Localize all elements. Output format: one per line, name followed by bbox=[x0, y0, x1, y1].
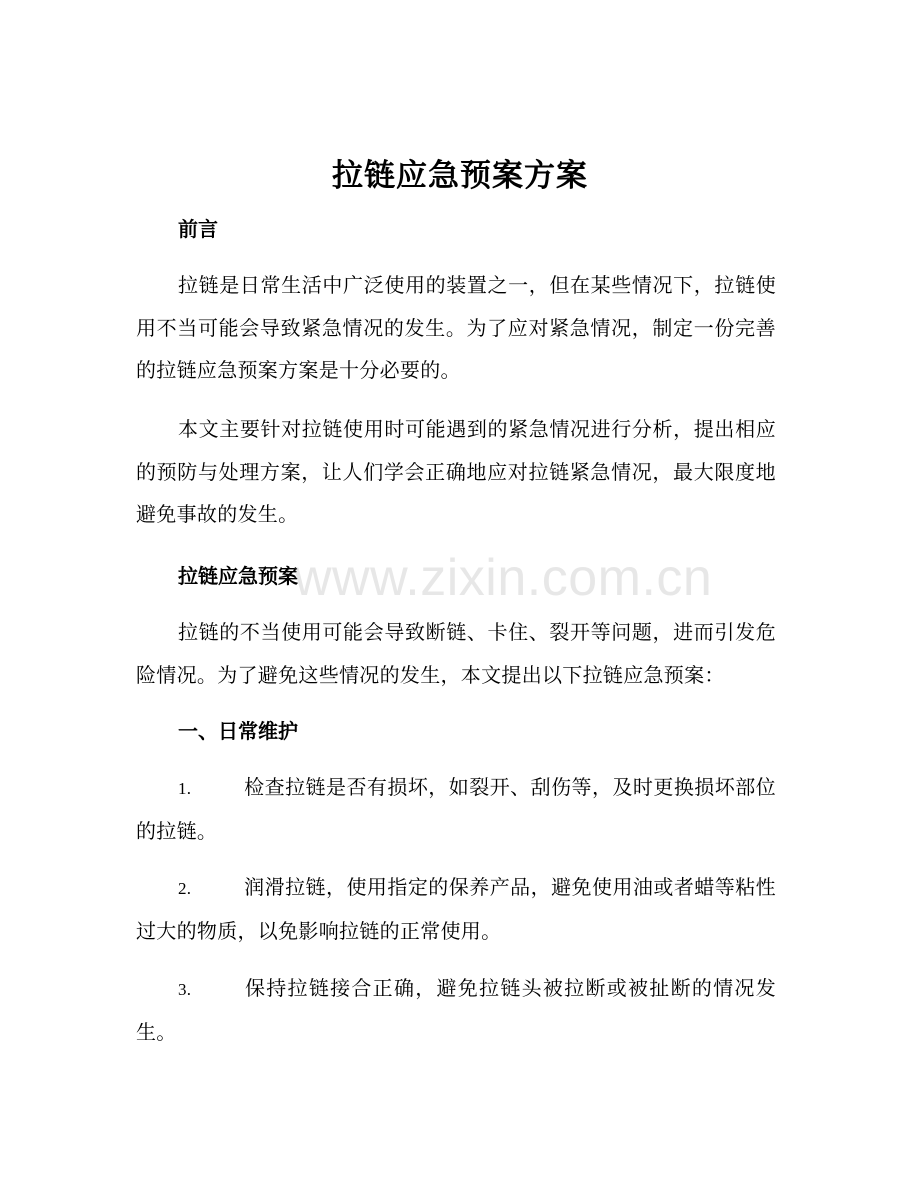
list-item bbox=[136, 866, 776, 953]
list-item-text: 检查拉链是否有损坏，如裂开、刮伤等，及时更换损坏部位的拉链。 bbox=[136, 775, 776, 843]
preface-paragraph-2: 本文主要针对拉链使用时可能遇到的紧急情况进行分析，提出相应的预防与处理方案，让人们学会正确地应对拉链紧急情况，最大限度地避免事故的发生。 bbox=[136, 417, 776, 526]
plan-paragraph: 拉链的不当使用可能会导致断链、卡住、裂开等问题，进而引发危险情况。为了避免这些情况的发生，本文提出以下拉链应急预案： bbox=[136, 620, 776, 687]
list-item bbox=[136, 967, 776, 1054]
list-item bbox=[136, 766, 776, 853]
watermark: www.zixin.com.cn bbox=[294, 549, 713, 607]
preface-paragraph-1: 拉链是日常生活中广泛使用的装置之一，但在某些情况下，拉链使用不当可能会导致紧急情况的发生。为了应对紧急情况，制定一份完善的拉链应急预案方案是十分必要的。 bbox=[136, 273, 776, 382]
plan-heading: 拉链应急预案 bbox=[178, 564, 298, 588]
list-item-text: 保持拉链接合正确，避免拉链头被拉断或被扯断的情况发生。 bbox=[136, 976, 776, 1044]
list-item-text: 润滑拉链，使用指定的保养产品，避免使用油或者蜡等粘性过大的物质，以免影响拉链的正常使用。 bbox=[136, 875, 776, 943]
list-item-number: 3. bbox=[178, 980, 192, 999]
list-item-number: 2. bbox=[178, 879, 192, 898]
section1-heading: 一、日常维护 bbox=[178, 719, 298, 743]
list-item-number: 1. bbox=[178, 779, 192, 798]
preface-heading: 前言 bbox=[178, 217, 218, 241]
document-title: 拉链应急预案方案 bbox=[332, 158, 588, 194]
